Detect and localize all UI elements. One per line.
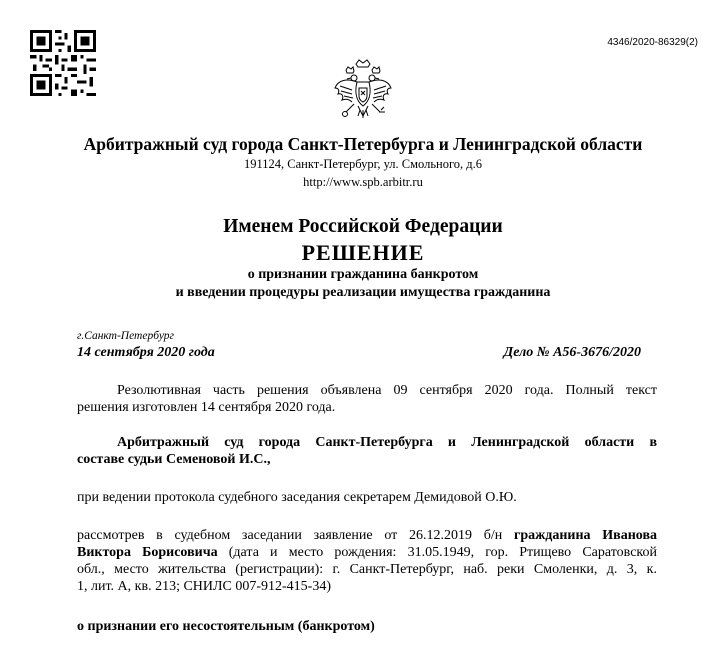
paragraph-text: составе судьи Семеновой И.С., [77,452,271,467]
paragraph-text: обл., место жительства (регистрации): г. Санкт-Петербург, наб. реки Смоленки, д. 3, к. [77,562,657,577]
paragraph-text: 1, лит. А, кв. 213; СНИЛС 007-912-415-34) [77,579,331,594]
paragraph-secretary [77,489,657,506]
decision-subject-line-1: о признании гражданина банкротом [247,267,479,282]
applicant-name-part: Виктора Борисовича [77,545,218,560]
coat-of-arms-emblem [332,58,394,126]
paragraph-text: о признании его несостоятельным (банкротом) [77,619,375,634]
decision-title: РЕШЕНИЕ [301,240,425,265]
in-the-name-heading: Именем Российской Федерации [223,216,503,237]
paragraph-court-composition [77,434,657,468]
case-number: Дело № А56-3676/2020 [503,345,641,360]
decision-subject-line-2: и введении процедуры реализации имущества гражданина [175,285,551,300]
paragraph-text: при ведении протокола судебного заседания секретарем Демидовой О.Ю. [77,490,517,505]
paragraph-text: рассмотрев в судебном заседании заявление от 26.12.2019 б/н [77,528,514,543]
court-website: http://www.spb.arbitr.ru [303,175,423,189]
case-reference-number: 4346/2020-86329(2) [607,37,698,48]
paragraph-text: Резолютивная часть решения объявлена 09 сентября 2020 года. Полный текст [117,383,657,398]
court-name: Арбитражный суд города Санкт-Петербурга и Ленинградской области [83,134,643,154]
paragraph-announcement [77,382,657,416]
paragraph-text: Арбитражный суд города Санкт-Петербурга и Ленинградской области в [117,435,657,450]
paragraph-text: (дата и место рождения: 31.05.1949, гор. Ртищево Саратовской [217,545,657,560]
decision-date: 14 сентября 2020 года [77,345,215,360]
paragraph-subject [77,618,657,635]
court-address: 191124, Санкт-Петербург, ул. Смольного, д.6 [243,157,483,171]
paragraph-application [77,527,657,595]
paragraph-text: решения изготовлен 14 сентября 2020 года. [77,400,336,415]
city: г.Санкт-Петербург [77,330,175,342]
qr-code [30,30,96,96]
applicant-name-part: гражданина Иванова [513,528,657,543]
